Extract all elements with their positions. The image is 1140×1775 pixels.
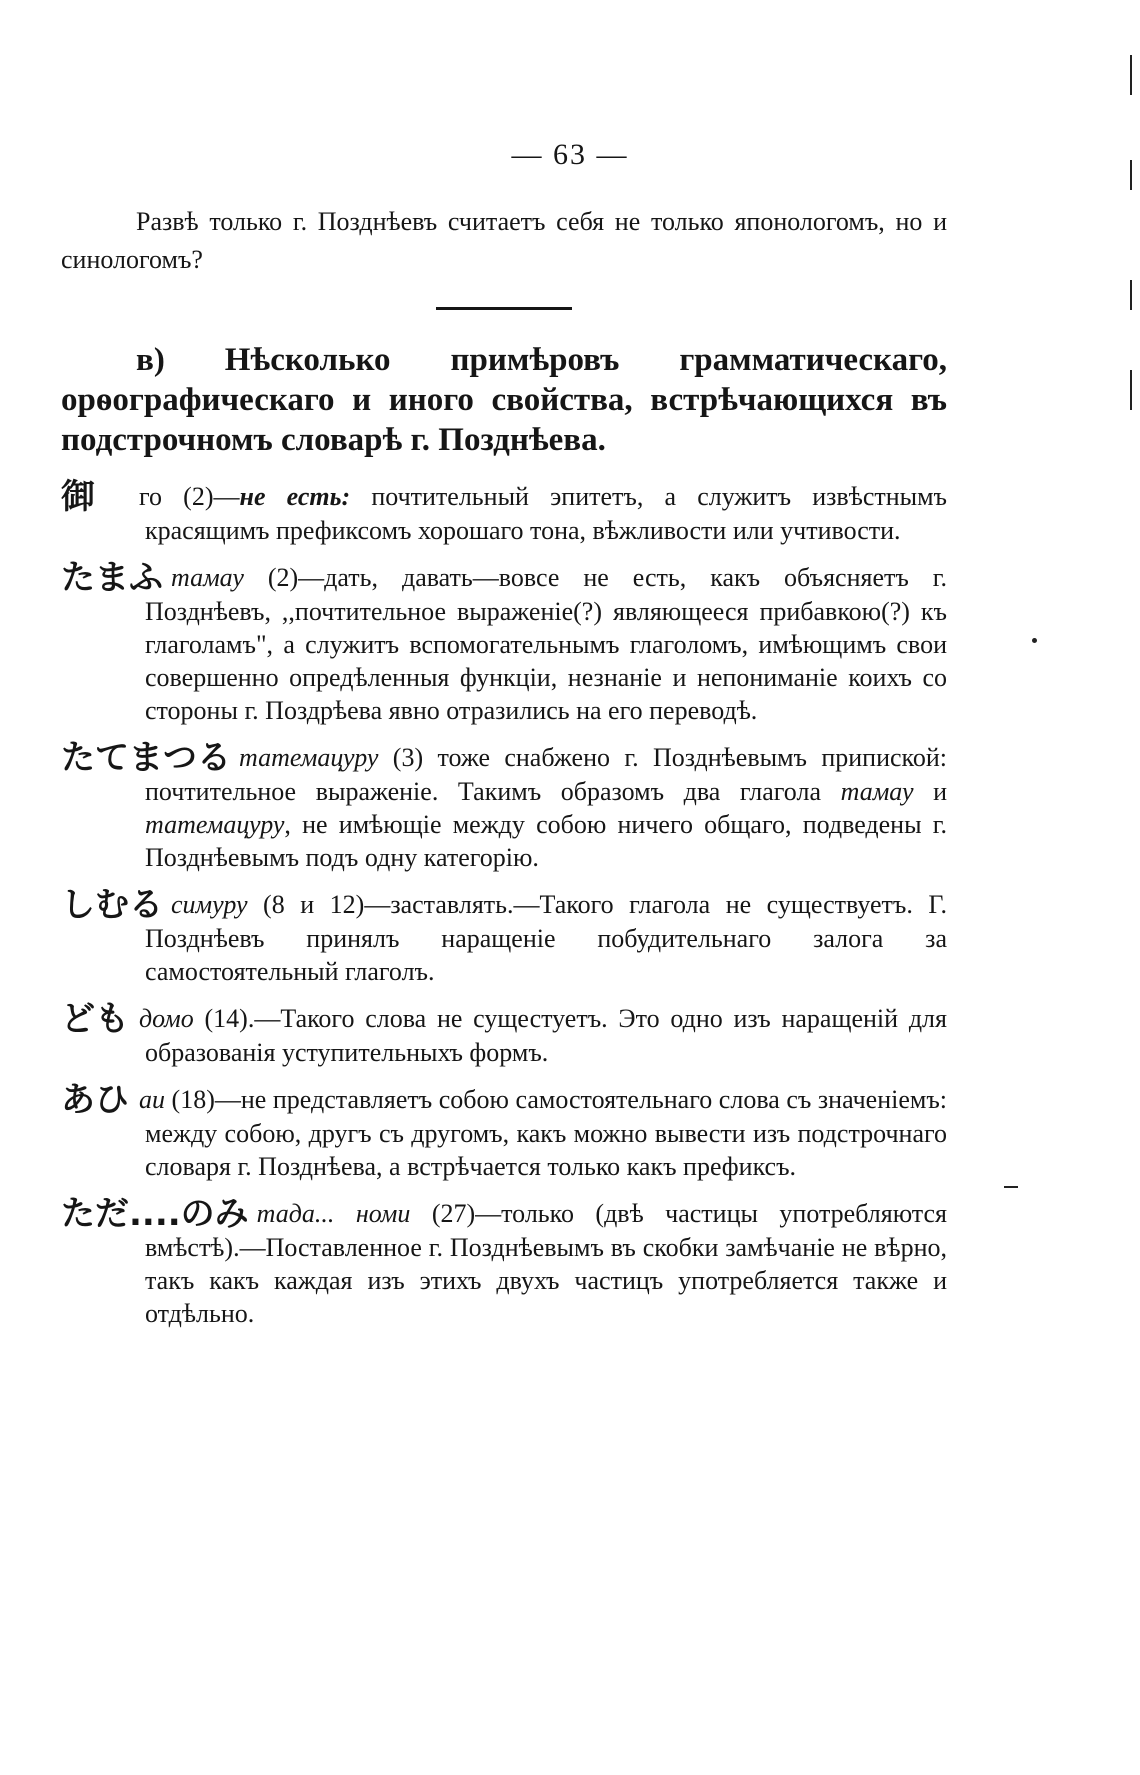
scan-mark — [1130, 55, 1132, 95]
entry-text: (3) тоже снабжено г. Позднѣевымъ припиской: почтительное выраженіе. Такимъ образомъ два глагола — [145, 743, 947, 806]
entry-text: , не имѣющіе между собою ничего общаго, подведены г. Позднѣевымъ подъ одну категорію. — [145, 810, 947, 872]
scan-mark — [1130, 280, 1132, 310]
transliteration: домо — [139, 1004, 194, 1033]
transliteration: тада... номи — [256, 1199, 411, 1228]
scan-mark — [1004, 1186, 1018, 1188]
entry-text: го (2)— — [139, 482, 240, 511]
japanese-headword: しむる — [61, 885, 163, 925]
transliteration: симуру — [171, 890, 248, 919]
dictionary-entry — [61, 999, 947, 1069]
scan-mark — [1130, 370, 1132, 410]
transliteration: тамау — [171, 563, 244, 592]
entry-text: и — [913, 777, 947, 806]
entry-list — [61, 477, 947, 1344]
dictionary-entry — [61, 738, 947, 874]
scan-mark — [1032, 638, 1037, 643]
transliteration: тамау — [840, 777, 914, 806]
entry-text: (18)—не представляетъ собою самостоятельнаго слова съ значеніемъ: между собою, другъ съ другомъ, какъ можно вывести изъ подстрочнаго словаря г. Позднѣева, а встрѣчается только какъ префиксъ. — [145, 1085, 947, 1181]
japanese-headword: たまふ — [61, 558, 163, 598]
scan-mark — [1130, 160, 1132, 190]
dictionary-entry — [61, 558, 947, 727]
entry-text: (2)—дать, давать—вовсе не есть, какъ объясняетъ г. Позднѣевъ, ,,почтительное выраженіе(?) являющееся прибавкою(?) къ глаголамъ", а служитъ вспомогательнымъ глаголомъ, имѣющимъ свои совершенно опредѣленныя функціи, незнаніе и непониманіе коихъ со стороны г. Поздрѣева явно отразились на его переводѣ. — [145, 563, 947, 725]
japanese-headword: たてまつる — [61, 738, 231, 778]
section-heading: в) Нѣсколько примѣровъ грамматическаго, орѳографическаго и иного свойства, встрѣчающихся въ подстрочномъ словарѣ г. Позднѣева. — [61, 342, 947, 458]
transliteration: татемацуру — [239, 743, 379, 772]
japanese-headword: ただ....のみ — [61, 1194, 249, 1234]
entry-text: (14).—Такого слова не сущестуетъ. Это одно изъ наращеній для образованія уступительныхъ формъ. — [145, 1004, 947, 1067]
japanese-headword: あひ — [61, 1080, 129, 1120]
entry-text: (27)—только (двѣ частицы употребляются вмѣстѣ).—Поставленное г. Позднѣевымъ въ скобки замѣчаніе не вѣрно, такъ какъ каждая изъ этихъ двухъ частицъ употребляется также и отдѣльно. — [145, 1199, 947, 1328]
japanese-headword: ども — [61, 999, 129, 1039]
emphasis-text: не есть: — [239, 482, 351, 511]
section-divider — [436, 307, 572, 310]
japanese-headword: 御 — [61, 477, 95, 517]
entry-text: почтительный эпитетъ, а служитъ извѣстнымъ красящимъ префиксомъ хорошаго тона, вѣжливости или учтивости. — [145, 482, 947, 545]
transliteration: татемацуру — [145, 810, 285, 839]
transliteration: аи — [139, 1085, 165, 1114]
intro-paragraph: Развѣ только г. Позднѣевъ считаетъ себя не только японологомъ, но и синологомъ? — [61, 207, 947, 274]
dictionary-entry — [61, 477, 947, 547]
dictionary-entry — [61, 1080, 947, 1183]
page-number: — 63 — — [511, 138, 629, 171]
dictionary-entry — [61, 885, 947, 988]
dictionary-entry — [61, 1194, 947, 1330]
entry-text: (8 и 12)—заставлять.—Такого глагола не существуетъ. Г. Позднѣевъ принялъ нарaщеніе побудительнаго залога за самостоятельный глаголъ. — [145, 890, 947, 986]
